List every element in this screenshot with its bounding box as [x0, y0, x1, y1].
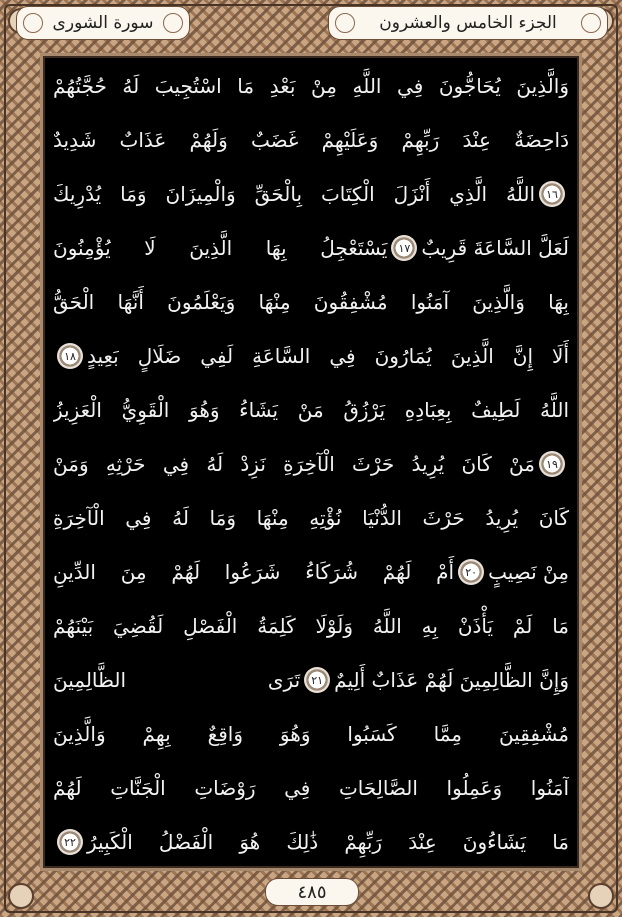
line-text: تَرَى الظَّالِمِينَ: [53, 668, 301, 692]
line-text: اللَّهُ لَطِيفٌ بِعِبَادِهِ يَرْزُقُ مَنْ يَشَاءُ وَهُوَ الْقَوِيُّ الْعَزِيزُ: [53, 398, 569, 422]
corner-ornament-icon: [8, 883, 34, 909]
page-number: ٤٨٥: [265, 878, 359, 906]
text-line: [53, 166, 569, 222]
quran-text-panel: [40, 53, 582, 871]
text-line: [53, 58, 569, 114]
line-text: دَاحِضَةٌ عِنْدَ رَبِّهِمْ وَعَلَيْهِمْ غَضَبٌ وَلَهُمْ عَذَابٌ شَدِيدٌ: [53, 128, 569, 152]
ayah-number-icon: ١٩: [539, 451, 565, 477]
text-line: [53, 220, 569, 276]
line-text: لَعَلَّ السَّاعَةَ قَرِيبٌ: [421, 236, 569, 260]
line-text: أَلَا إِنَّ الَّذِينَ يُمَارُونَ فِي السَّاعَةِ لَفِي ضَلَالٍ بَعِيدٍ: [87, 344, 569, 368]
line-text: مَا يَشَاءُونَ عِنْدَ رَبِّهِمْ ذَٰلِكَ هُوَ الْفَضْلُ الْكَبِيرُ: [87, 830, 569, 854]
text-line: [53, 436, 569, 492]
ayah-number-icon: ١٦: [539, 181, 565, 207]
text-line: [53, 814, 569, 870]
line-text: وَإِنَّ الظَّالِمِينَ لَهُمْ عَذَابٌ أَلِيمٌ: [334, 668, 569, 692]
ayah-number-icon: ٢١: [304, 667, 330, 693]
corner-ornament-icon: [588, 883, 614, 909]
text-line: [53, 490, 569, 546]
line-text: يَسْتَعْجِلُ بِهَا الَّذِينَ لَا يُؤْمِنُونَ: [53, 236, 388, 260]
ayah-number-icon: ١٨: [57, 343, 83, 369]
line-text: بِهَا وَالَّذِينَ آمَنُوا مُشْفِقُونَ مِنْهَا وَيَعْلَمُونَ أَنَّهَا الْحَقُّ: [53, 290, 569, 314]
line-text: وَالَّذِينَ يُحَاجُّونَ فِي اللَّهِ مِنْ بَعْدِ مَا اسْتُجِيبَ لَهُ حُجَّتُهُمْ: [53, 74, 569, 98]
line-text: أَمْ لَهُمْ شُرَكَاءُ شَرَعُوا لَهُمْ مِنَ الدِّينِ: [53, 560, 455, 584]
text-line: [53, 760, 569, 816]
text-line: [53, 706, 569, 762]
ayah-number-icon: ٢٠: [458, 559, 484, 585]
line-text: كَانَ يُرِيدُ حَرْثَ الدُّنْيَا نُؤْتِهِ مِنْهَا وَمَا لَهُ فِي الْآخِرَةِ: [53, 506, 569, 530]
text-line: [53, 274, 569, 330]
juz-header: الجزء الخامس والعشرون: [328, 6, 608, 40]
line-text: اللَّهُ الَّذِي أَنْزَلَ الْكِتَابَ بِالْحَقِّ وَالْمِيزَانَ وَمَا يُدْرِيكَ: [53, 182, 535, 206]
line-text: آمَنُوا وَعَمِلُوا الصَّالِحَاتِ فِي رَوْضَاتِ الْجَنَّاتِ لَهُمْ: [53, 776, 569, 800]
text-line: [53, 382, 569, 438]
surah-header: سورة الشورى: [16, 6, 190, 40]
line-text: مُشْفِقِينَ مِمَّا كَسَبُوا وَهُوَ وَاقِعٌ بِهِمْ وَالَّذِينَ: [53, 722, 569, 746]
ayah-number-icon: ٢٢: [57, 829, 83, 855]
text-line: [53, 328, 569, 384]
line-text: مِنْ نَصِيبٍ: [488, 560, 569, 584]
text-line: [53, 112, 569, 168]
line-text: مَا لَمْ يَأْذَنْ بِهِ اللَّهُ وَلَوْلَا كَلِمَةُ الْفَصْلِ لَقُضِيَ بَيْنَهُمْ: [53, 614, 569, 638]
text-line: [53, 652, 569, 708]
text-line: [53, 598, 569, 654]
ayah-number-icon: ١٧: [391, 235, 417, 261]
line-text: مَنْ كَانَ يُرِيدُ حَرْثَ الْآخِرَةِ نَزِدْ لَهُ فِي حَرْثِهِ وَمَنْ: [53, 452, 535, 476]
text-line: [53, 544, 569, 600]
